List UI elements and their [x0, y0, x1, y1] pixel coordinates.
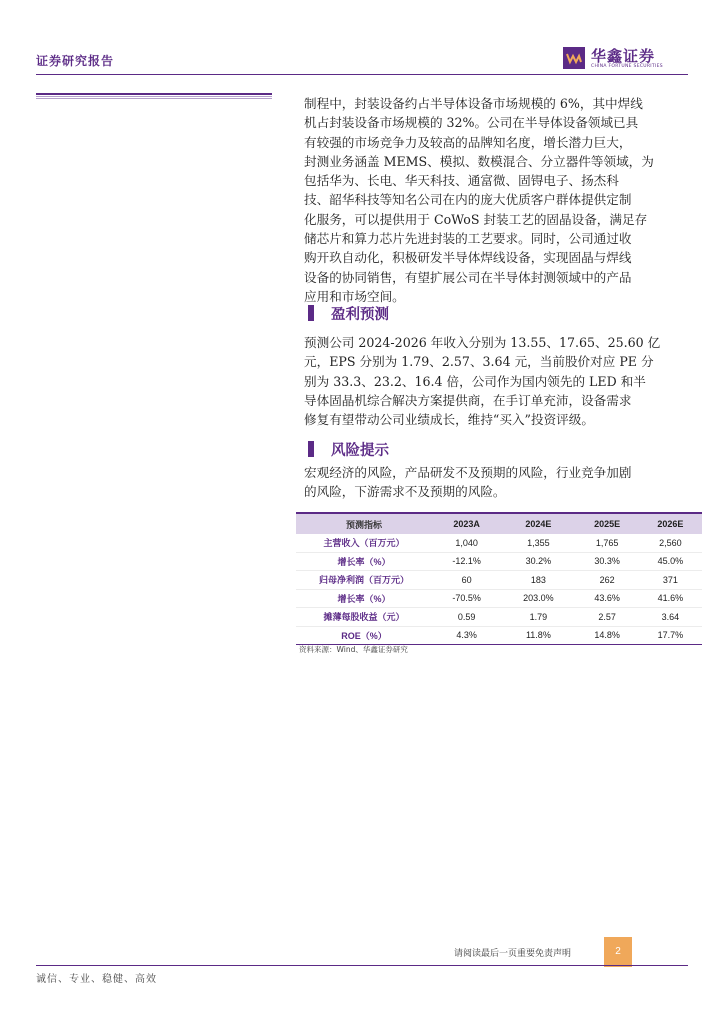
table-row — [296, 534, 702, 552]
table-cell: 3.64 — [639, 608, 702, 627]
table-cell: 60 — [432, 571, 501, 590]
intro-line: 技、韶华科技等知名公司在内的庞大优质客户群体提供定制 — [304, 192, 632, 208]
intro-line: 设备的协同销售，有望扩展公司在半导体封测领域中的产品 — [304, 269, 632, 285]
table-source: 资料来源：Wind、华鑫证券研究 — [299, 645, 408, 654]
table-row — [296, 608, 702, 627]
report-type-label: 证券研究报告 — [36, 54, 115, 68]
intro-line: 包括华为、长电、华天科技、通富微、固锝电子、扬杰科 — [304, 173, 619, 189]
table-cell: 30.3% — [575, 552, 638, 571]
intro-line: 制程中，封装设备约占半导体设备市场规模的 6%，其中焊线 — [304, 96, 643, 111]
forecast-line: 修复有望带动公司业绩成长，维持“买入”投资评级。 — [304, 412, 594, 428]
row-label: 摊薄每股收益（元） — [296, 608, 432, 627]
row-label: 主营收入（百万元） — [296, 534, 432, 552]
brand-name-en: CHINA FORTUNE SECURITIES — [591, 64, 663, 69]
table-cell: 17.7% — [639, 626, 702, 645]
row-label: 归母净利润（百万元） — [296, 571, 432, 590]
table-cell: 371 — [639, 571, 702, 590]
header-divider — [36, 74, 688, 75]
intro-line: 机占封装设备市场规模的 32%。公司在半导体设备领域已具 — [304, 115, 639, 131]
table-cell: 30.2% — [501, 552, 575, 571]
table-cell: 43.6% — [575, 589, 638, 608]
forecast-line: 导体固晶机综合解决方案提供商，在手订单充沛，设备需求 — [304, 392, 632, 408]
table-header-cell: 2025E — [575, 513, 638, 534]
table-cell: 1,765 — [575, 534, 638, 552]
forecast-title: 盈利预测 — [331, 306, 389, 323]
risk-line: 宏观经济的风险，产品研发不及预期的风险，行业竞争加剧 — [304, 465, 632, 480]
table-cell: 45.0% — [639, 552, 702, 571]
intro-line: 购开玖自动化，积极研发半导体焊线设备，实现固晶与焊线 — [304, 250, 632, 266]
row-label: 增长率（%） — [296, 552, 432, 571]
intro-paragraph — [304, 94, 698, 306]
table-header-cell: 2024E — [501, 513, 575, 534]
table-cell: 1.79 — [501, 608, 575, 627]
page-number: 2 — [604, 937, 632, 967]
company-motto: 诚信、专业、稳健、高效 — [36, 974, 157, 985]
risk-line: 的风险，下游需求不及预期的风险。 — [304, 484, 506, 500]
forecast-line: 别为 33.3、23.2、16.4 倍，公司作为国内领先的 LED 和半 — [304, 373, 646, 389]
table-row — [296, 589, 702, 608]
row-label: ROE（%） — [296, 626, 432, 645]
table-header-row — [296, 513, 702, 534]
disclaimer-link[interactable]: 请阅读最后一页重要免责声明 — [454, 949, 572, 959]
intro-line: 封测业务涵盖 MEMS、模拟、数模混合、分立器件等领域，为 — [304, 153, 654, 169]
table-row — [296, 552, 702, 571]
table-row — [296, 626, 702, 645]
forecast-line: 预测公司 2024-2026 年收入分别为 13.55、17.65、25.60 亿 — [304, 335, 661, 350]
table-cell: 14.8% — [575, 626, 638, 645]
table-cell: 183 — [501, 571, 575, 590]
forecast-paragraph — [304, 333, 698, 429]
brand-name: 华鑫证券 — [591, 47, 656, 65]
intro-line: 储芯片和算力芯片先进封装的工艺要求。同时，公司通过收 — [304, 231, 632, 247]
table-cell: -70.5% — [432, 589, 501, 608]
section-marker — [308, 441, 314, 457]
forecast-table — [296, 512, 702, 645]
row-label: 增长率（%） — [296, 589, 432, 608]
table-cell: 0.59 — [432, 608, 501, 627]
table-row — [296, 571, 702, 590]
table-header-cell: 2023A — [432, 513, 501, 534]
table-cell: 262 — [575, 571, 638, 590]
footer-divider — [36, 965, 688, 966]
table-cell: 41.6% — [639, 589, 702, 608]
table-header-cell: 预测指标 — [296, 513, 432, 534]
table-cell: 2.57 — [575, 608, 638, 627]
risk-title: 风险提示 — [331, 442, 389, 459]
table-cell: 11.8% — [501, 626, 575, 645]
intro-line: 化服务，可以提供用于 CoWoS 封装工艺的固晶设备，满足存 — [304, 211, 648, 227]
brand-mark-icon — [563, 47, 585, 69]
brand-logo — [563, 45, 703, 73]
table-cell: 2,560 — [639, 534, 702, 552]
table-cell: -12.1% — [432, 552, 501, 571]
table-cell: 4.3% — [432, 626, 501, 645]
sidebar-decoration — [36, 93, 272, 100]
intro-line: 有较强的市场竞争力及较高的品牌知名度，增长潜力巨大， — [304, 134, 632, 150]
table-header-cell: 2026E — [639, 513, 702, 534]
forecast-line: 元，EPS 分别为 1.79、2.57、3.64 元，当前股价对应 PE 分 — [304, 354, 654, 370]
risk-paragraph — [304, 463, 698, 502]
table-cell: 1,040 — [432, 534, 501, 552]
table-cell: 1,355 — [501, 534, 575, 552]
section-marker — [308, 305, 314, 321]
intro-line: 应用和市场空间。 — [304, 288, 405, 304]
table-cell: 203.0% — [501, 589, 575, 608]
